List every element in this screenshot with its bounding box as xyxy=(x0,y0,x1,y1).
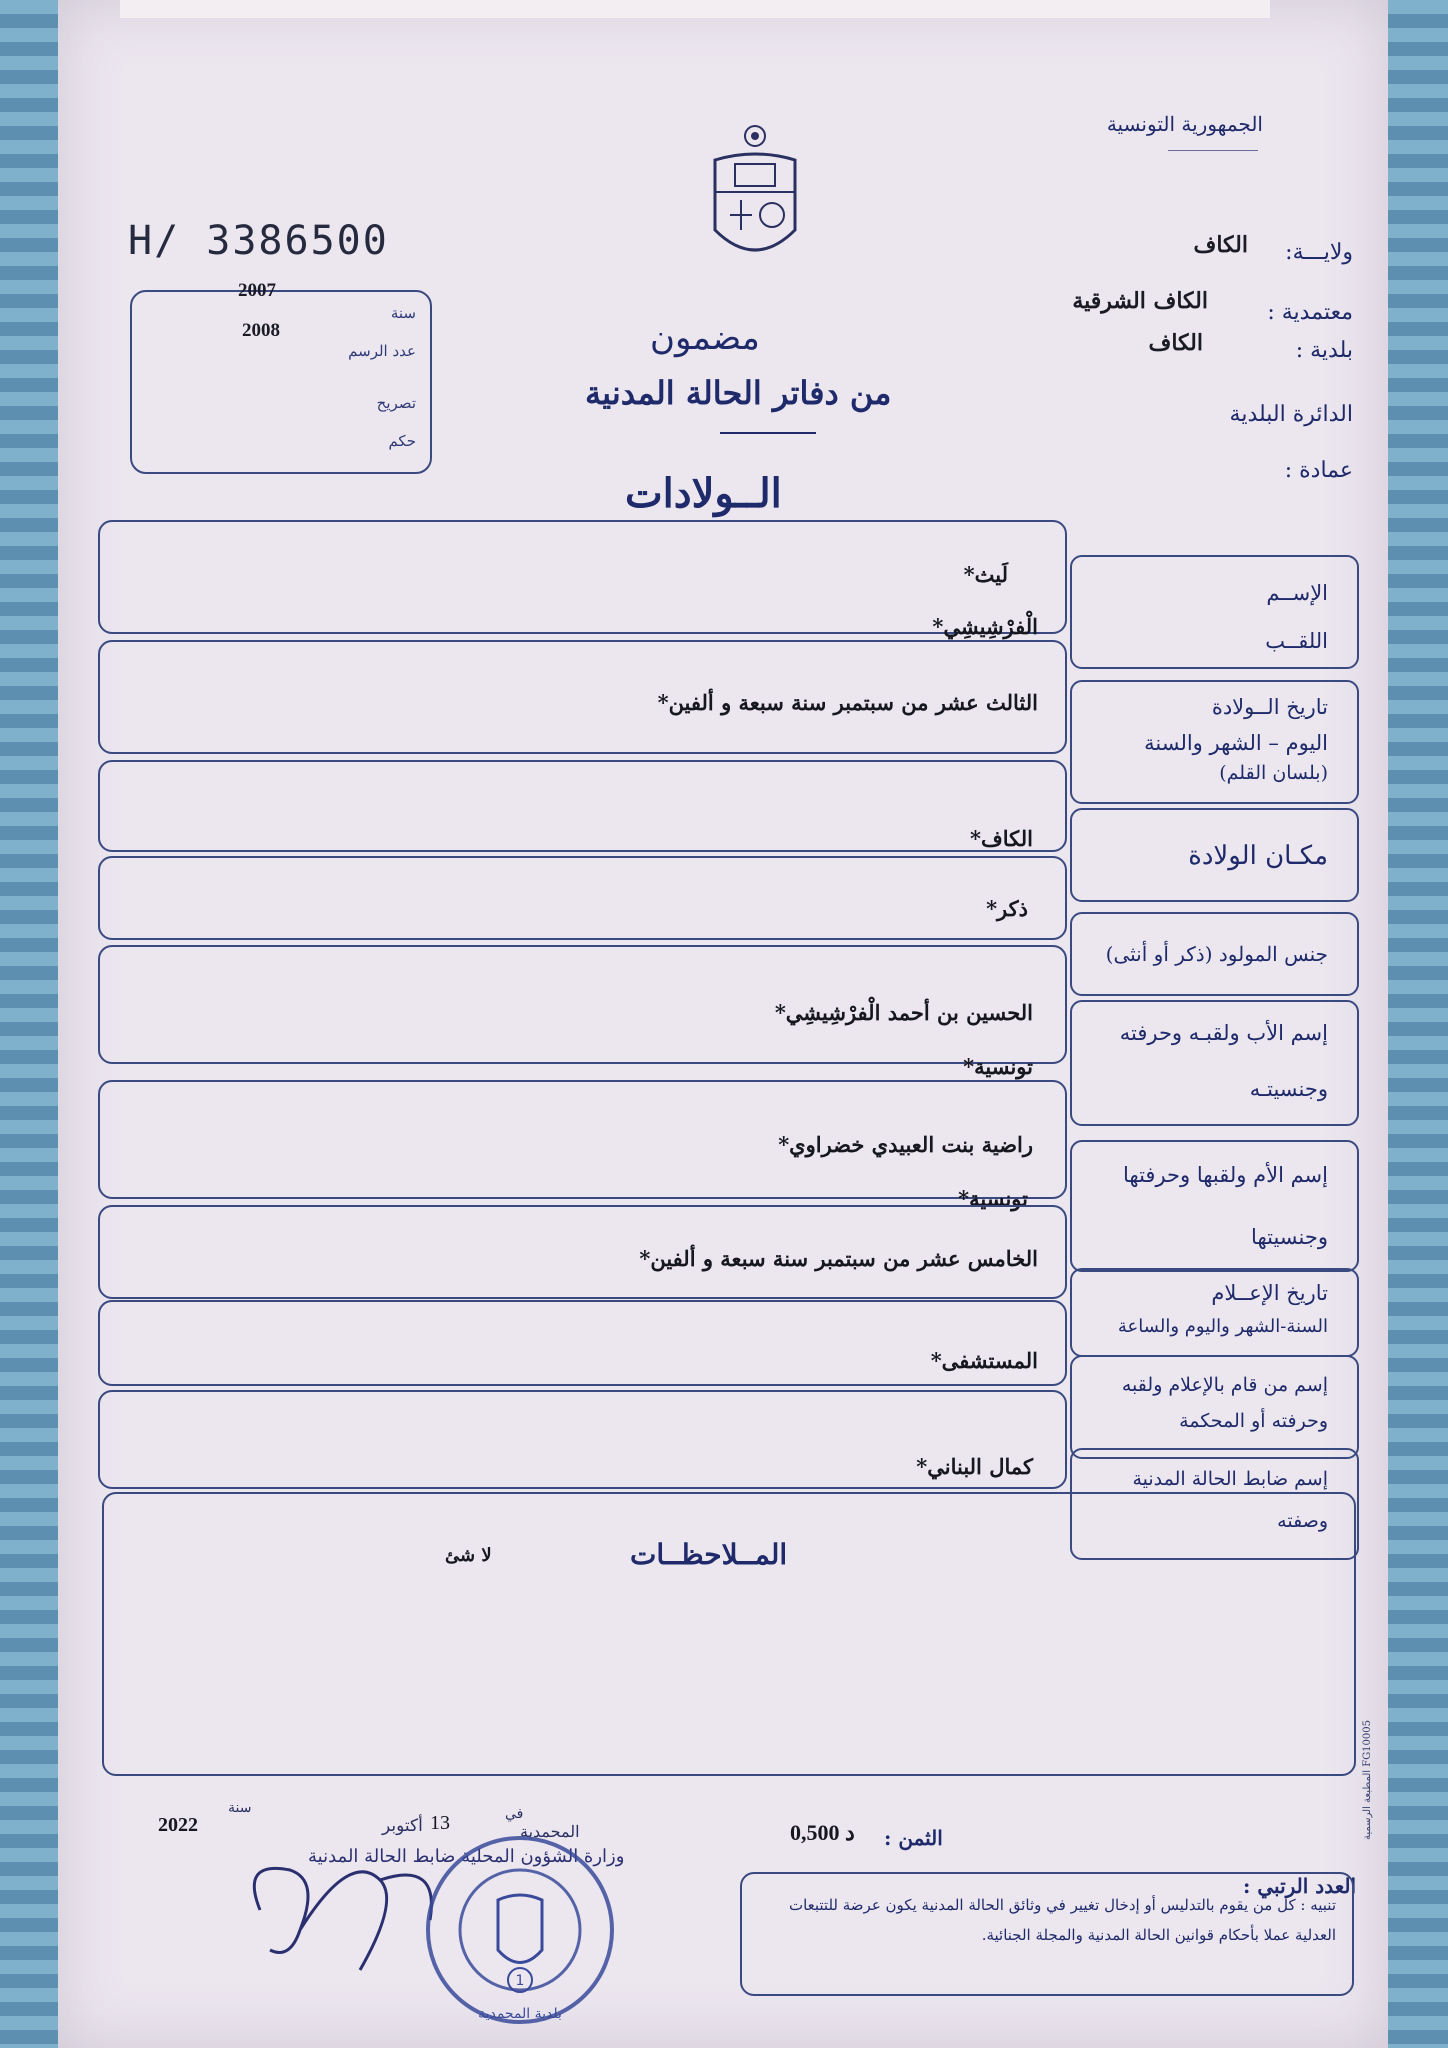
sector-label: عمادة : xyxy=(1284,458,1353,483)
registry-number-value: 2008 xyxy=(242,320,280,341)
registry-box xyxy=(130,280,432,474)
top-paper-strip xyxy=(120,0,1270,18)
surname-value: الْفرْشِيشِي* xyxy=(932,614,1038,639)
officer-value: كمال البناني* xyxy=(916,1454,1033,1479)
warning-notice-box xyxy=(740,1872,1354,1996)
first-name-label: الإســم xyxy=(1266,581,1328,605)
officer-title-print: وزارة الشؤون المحلية ضابط الحالة المدنية xyxy=(308,1846,625,1867)
declarant-value: المستشفى* xyxy=(930,1348,1038,1373)
declaration-date-label: تاريخ الإعــلام xyxy=(1211,1281,1328,1305)
father-nationality-label: وجنسيتـه xyxy=(1249,1077,1328,1101)
year-label: سنة xyxy=(228,1800,252,1816)
father-value: الحسين بن أحمد الْفرْشِيشِي* xyxy=(774,1000,1033,1025)
year-value: 2022 xyxy=(158,1814,198,1836)
registry-label-year: سنة xyxy=(390,304,416,322)
registry-label-judgment: حكم xyxy=(388,432,416,450)
birth-date-value: الثالث عشر من سبتمبر سنة سبعة و ألفين* xyxy=(657,690,1038,715)
delegation-value: الكاف الشرقية xyxy=(1072,288,1208,314)
day-prefix: في xyxy=(505,1806,524,1822)
birth-date-label: تاريخ الــولادة xyxy=(1211,695,1328,719)
price-value: 0,500 د xyxy=(790,1820,855,1845)
declaration-date-value: الخامس عشر من سبتمبر سنة سبعة و ألفين* xyxy=(639,1246,1038,1271)
price-label: الثمن : xyxy=(884,1826,943,1850)
registers-title: من دفاتر الحالة المدنية xyxy=(585,374,892,412)
declarant-label-box xyxy=(1070,1355,1359,1459)
registry-label-number: عدد الرسم xyxy=(348,342,416,360)
extract-title: مضمون xyxy=(650,318,760,358)
municipality-value: الكاف xyxy=(1148,330,1203,356)
mother-nationality-value: تونسية* xyxy=(958,1186,1028,1211)
registry-label-declaration: تصريح xyxy=(376,394,416,412)
municipal-district-label: الدائرة البلدية xyxy=(1229,402,1353,427)
registers-title-underline xyxy=(720,432,816,434)
date-month: أكتوبر xyxy=(382,1816,423,1836)
sex-value-box xyxy=(98,856,1067,940)
stamp-number: 1 xyxy=(515,1973,525,1989)
father-nationality-value: تونسية* xyxy=(963,1054,1033,1079)
serial-number-label: العدد الرتبي : xyxy=(1243,1874,1356,1898)
first-name-value: لَيث* xyxy=(963,562,1008,587)
stamp-text: بلدية المحمدية xyxy=(478,2006,562,2022)
sex-label: جنس المولود (ذكر أو أنثى) xyxy=(1105,942,1328,966)
place-name: المحمدية xyxy=(520,1822,580,1841)
birth-date-words-label: (بلسان القلم) xyxy=(1219,762,1328,784)
registry-year-value: 2007 xyxy=(238,280,276,301)
birth-date-sub-label: اليوم – الشهر والسنة xyxy=(1144,731,1328,755)
declarant-value-box xyxy=(98,1300,1067,1386)
notes-value: لا شئ xyxy=(445,1545,492,1566)
governorate-value: الكاف xyxy=(1193,232,1248,258)
mother-nationality-label: وجنسيتها xyxy=(1251,1225,1328,1249)
municipality-label: بلدية : xyxy=(1295,338,1353,363)
father-label: إسم الأب ولقبـه وحرفته xyxy=(1119,1021,1328,1045)
governorate-label: ولايـــة: xyxy=(1285,240,1353,265)
serial-number: H/ 3386500 xyxy=(128,218,389,264)
officer-capacity-label: وصفته xyxy=(1277,1510,1328,1532)
republic-underline xyxy=(1168,150,1258,151)
tunisia-emblem-icon xyxy=(700,120,810,280)
declarant-court-label: وحرفته أو المحكمة xyxy=(1179,1410,1328,1432)
birth-place-label: مكـان الولادة xyxy=(1188,841,1328,871)
name-value-box xyxy=(98,520,1067,634)
birth-place-value: الكاف* xyxy=(970,826,1033,851)
printer-mark: المطبعة الرسمية FG10005 xyxy=(1362,1720,1373,1840)
surname-label: اللقــب xyxy=(1265,629,1328,653)
declaration-date-sub-label: السنة-الشهر واليوم والساعة xyxy=(1117,1316,1328,1337)
notes-box xyxy=(102,1492,1356,1776)
officer-label: إسم ضابط الحالة المدنية xyxy=(1132,1468,1328,1490)
delegation-label: معتمدية : xyxy=(1267,300,1353,325)
notes-title: المــلاحظــات xyxy=(630,1538,788,1571)
sex-value: ذكر* xyxy=(986,896,1028,921)
warning-notice-text: تنبيه : كل من يقوم بالتدليس أو إدخال تغيير في وثائق الحالة المدنية يكون عرضة للتتبعات العدلية عملا بأحكام قوانين الحالة المدنية والمجلة الجنائية. xyxy=(788,1896,1336,1944)
date-day: 13 xyxy=(430,1812,450,1834)
mother-label: إسم الأم ولقبها وحرفتها xyxy=(1123,1163,1328,1187)
declarant-label: إسم من قام بالإعلام ولقبه xyxy=(1121,1374,1328,1396)
birth-place-value-box xyxy=(98,760,1067,852)
mother-value: راضية بنت العبيدي خضراوي* xyxy=(778,1132,1033,1157)
official-stamp-icon xyxy=(420,1830,620,2030)
republic-title: الجمهورية التونسية xyxy=(1106,112,1263,136)
births-title: الــولادات xyxy=(625,470,782,517)
